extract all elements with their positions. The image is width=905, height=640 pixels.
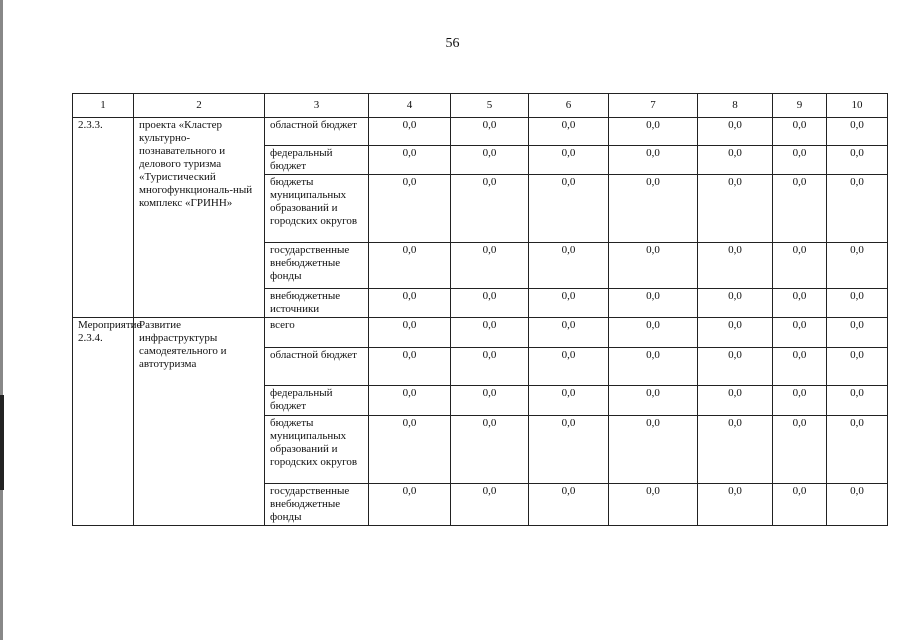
value-cell: 0,0 bbox=[369, 416, 451, 484]
value-cell: 0,0 bbox=[451, 146, 529, 175]
value-cell: 0,0 bbox=[773, 146, 827, 175]
value-cell: 0,0 bbox=[698, 386, 773, 416]
scan-edge bbox=[0, 0, 3, 640]
header-cell: 7 bbox=[609, 94, 698, 118]
value-cell: 0,0 bbox=[609, 416, 698, 484]
header-cell: 6 bbox=[529, 94, 609, 118]
funding-source: внебюджетные источники bbox=[265, 289, 369, 318]
value-cell: 0,0 bbox=[773, 175, 827, 243]
value-cell: 0,0 bbox=[529, 416, 609, 484]
group-name: проекта «Кластер культурно-познавательного и делового туризма «Туристический многофункциональ-ный комплекс «ГРИНН» bbox=[134, 118, 265, 318]
value-cell: 0,0 bbox=[451, 175, 529, 243]
header-cell: 3 bbox=[265, 94, 369, 118]
funding-source: областной бюджет bbox=[265, 348, 369, 386]
value-cell: 0,0 bbox=[369, 484, 451, 526]
value-cell: 0,0 bbox=[529, 118, 609, 146]
value-cell: 0,0 bbox=[451, 484, 529, 526]
funding-source: областной бюджет bbox=[265, 118, 369, 146]
value-cell: 0,0 bbox=[827, 175, 888, 243]
group-code: Мероприятие 2.3.4. bbox=[73, 318, 134, 526]
value-cell: 0,0 bbox=[827, 243, 888, 289]
value-cell: 0,0 bbox=[369, 175, 451, 243]
value-cell: 0,0 bbox=[773, 484, 827, 526]
value-cell: 0,0 bbox=[369, 289, 451, 318]
value-cell: 0,0 bbox=[773, 243, 827, 289]
value-cell: 0,0 bbox=[451, 243, 529, 289]
funding-source: государственные внебюджетные фонды bbox=[265, 484, 369, 526]
value-cell: 0,0 bbox=[827, 348, 888, 386]
table-row bbox=[73, 318, 888, 348]
value-cell: 0,0 bbox=[369, 318, 451, 348]
value-cell: 0,0 bbox=[698, 416, 773, 484]
table-row bbox=[73, 118, 888, 146]
funding-source: всего bbox=[265, 318, 369, 348]
header-cell: 9 bbox=[773, 94, 827, 118]
value-cell: 0,0 bbox=[529, 386, 609, 416]
value-cell: 0,0 bbox=[451, 318, 529, 348]
group-code: 2.3.3. bbox=[73, 118, 134, 318]
value-cell: 0,0 bbox=[827, 318, 888, 348]
header-row bbox=[73, 94, 888, 118]
value-cell: 0,0 bbox=[698, 318, 773, 348]
value-cell: 0,0 bbox=[369, 243, 451, 289]
value-cell: 0,0 bbox=[609, 118, 698, 146]
value-cell: 0,0 bbox=[609, 243, 698, 289]
budget-table bbox=[72, 93, 888, 526]
group-name: Развитие инфраструктуры самодеятельного и автотуризма bbox=[134, 318, 265, 526]
value-cell: 0,0 bbox=[609, 289, 698, 318]
header-cell: 8 bbox=[698, 94, 773, 118]
header-cell: 1 bbox=[73, 94, 134, 118]
scan-edge-mark bbox=[0, 395, 4, 490]
value-cell: 0,0 bbox=[451, 348, 529, 386]
value-cell: 0,0 bbox=[773, 416, 827, 484]
header-cell: 10 bbox=[827, 94, 888, 118]
funding-source: федеральный бюджет bbox=[265, 386, 369, 416]
header-cell: 4 bbox=[369, 94, 451, 118]
value-cell: 0,0 bbox=[698, 243, 773, 289]
value-cell: 0,0 bbox=[451, 386, 529, 416]
funding-source: бюджеты муниципальных образований и городских округов bbox=[265, 416, 369, 484]
value-cell: 0,0 bbox=[827, 118, 888, 146]
value-cell: 0,0 bbox=[451, 118, 529, 146]
value-cell: 0,0 bbox=[698, 118, 773, 146]
value-cell: 0,0 bbox=[609, 318, 698, 348]
value-cell: 0,0 bbox=[773, 318, 827, 348]
value-cell: 0,0 bbox=[773, 289, 827, 318]
value-cell: 0,0 bbox=[609, 386, 698, 416]
value-cell: 0,0 bbox=[529, 318, 609, 348]
value-cell: 0,0 bbox=[698, 175, 773, 243]
value-cell: 0,0 bbox=[698, 348, 773, 386]
value-cell: 0,0 bbox=[369, 348, 451, 386]
value-cell: 0,0 bbox=[609, 146, 698, 175]
value-cell: 0,0 bbox=[698, 146, 773, 175]
funding-source: государственные внебюджетные фонды bbox=[265, 243, 369, 289]
header-cell: 2 bbox=[134, 94, 265, 118]
value-cell: 0,0 bbox=[773, 348, 827, 386]
value-cell: 0,0 bbox=[773, 386, 827, 416]
value-cell: 0,0 bbox=[451, 289, 529, 318]
value-cell: 0,0 bbox=[451, 416, 529, 484]
funding-source: бюджеты муниципальных образований и городских округов bbox=[265, 175, 369, 243]
value-cell: 0,0 bbox=[698, 289, 773, 318]
value-cell: 0,0 bbox=[369, 118, 451, 146]
value-cell: 0,0 bbox=[609, 348, 698, 386]
value-cell: 0,0 bbox=[827, 484, 888, 526]
value-cell: 0,0 bbox=[827, 289, 888, 318]
value-cell: 0,0 bbox=[369, 146, 451, 175]
value-cell: 0,0 bbox=[827, 416, 888, 484]
page-number: 56 bbox=[445, 36, 460, 51]
value-cell: 0,0 bbox=[609, 175, 698, 243]
value-cell: 0,0 bbox=[529, 348, 609, 386]
value-cell: 0,0 bbox=[369, 386, 451, 416]
header-cell: 5 bbox=[451, 94, 529, 118]
value-cell: 0,0 bbox=[609, 484, 698, 526]
value-cell: 0,0 bbox=[529, 146, 609, 175]
value-cell: 0,0 bbox=[773, 118, 827, 146]
value-cell: 0,0 bbox=[698, 484, 773, 526]
value-cell: 0,0 bbox=[529, 243, 609, 289]
value-cell: 0,0 bbox=[529, 484, 609, 526]
value-cell: 0,0 bbox=[827, 146, 888, 175]
value-cell: 0,0 bbox=[529, 175, 609, 243]
funding-source: федеральный бюджет bbox=[265, 146, 369, 175]
value-cell: 0,0 bbox=[827, 386, 888, 416]
value-cell: 0,0 bbox=[529, 289, 609, 318]
